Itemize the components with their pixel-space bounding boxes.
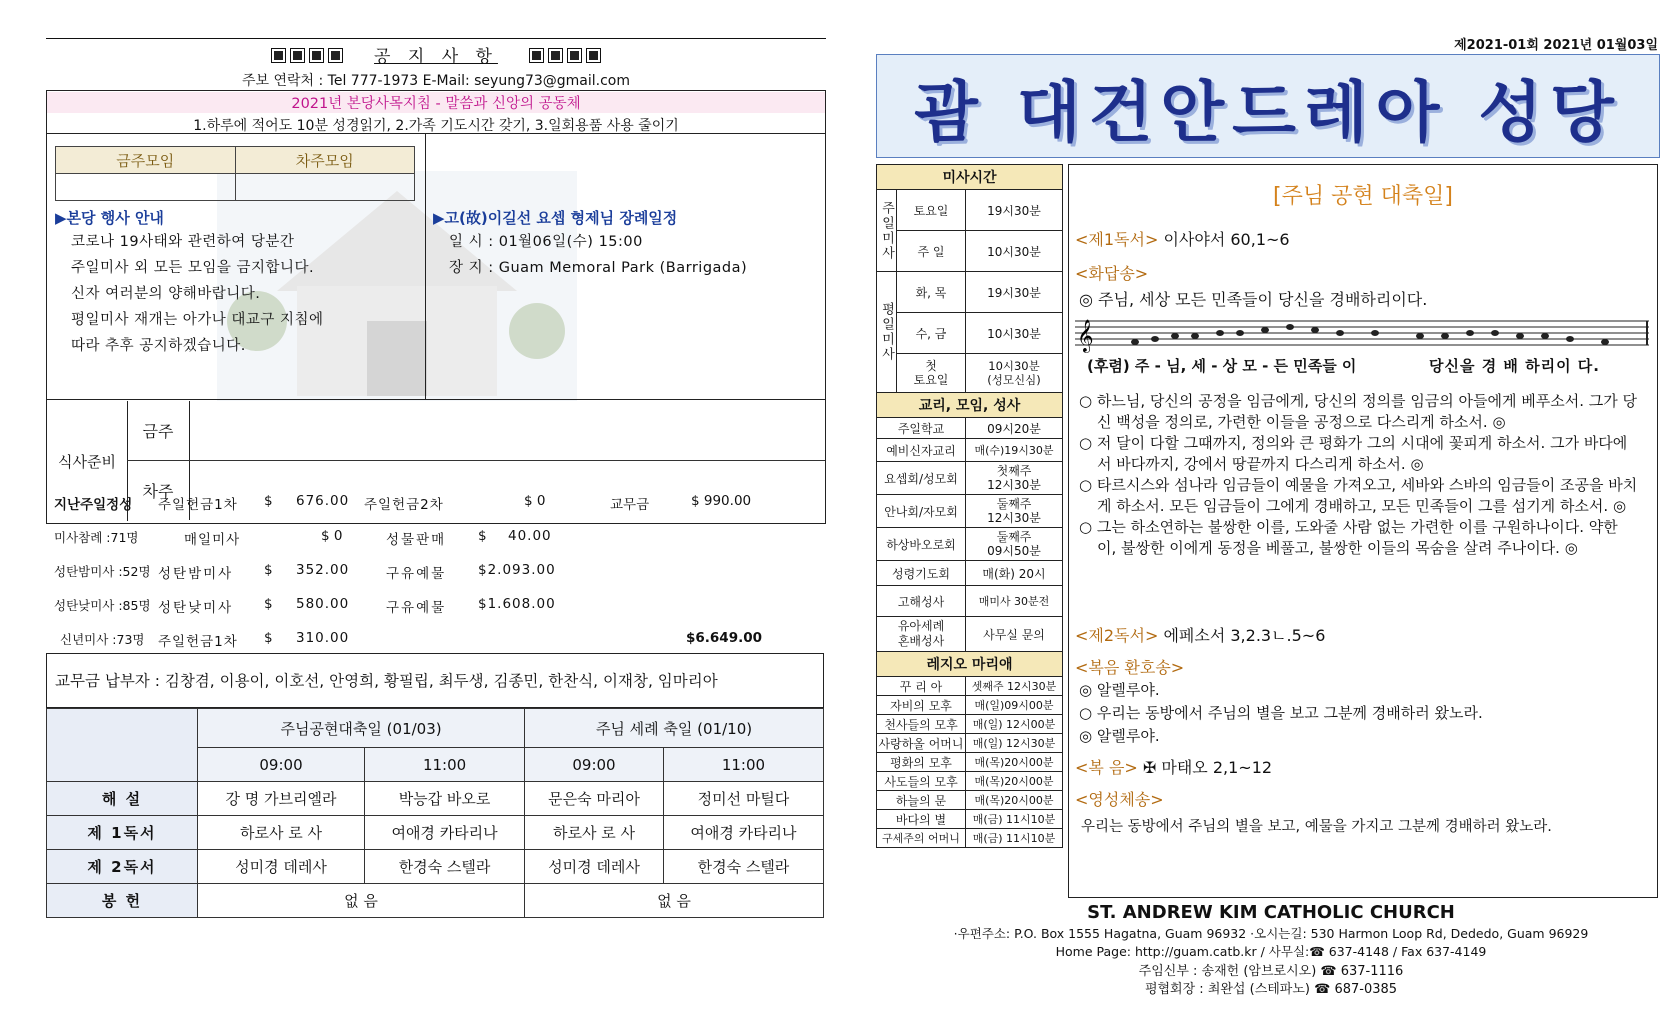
alleluia-repeat: ◎ 알렐루야. (1079, 727, 1160, 745)
psalm-label-text: <화답송> (1075, 264, 1149, 283)
currency: $ (478, 528, 487, 544)
offering-label: 구유예물 (386, 566, 447, 582)
notice-box (46, 90, 826, 524)
feast-title: [주님 공현 대축일] (1273, 184, 1453, 209)
events-line: 평일미사 재개는 아가나 대교구 지침에 (71, 312, 324, 328)
group-time: 09시20분 (966, 418, 1063, 439)
schedule-time: 19시30분 (966, 272, 1063, 313)
mass2-header: 주님 세례 축일 (01/10) (525, 709, 824, 748)
offering-value: 310.00 (296, 630, 350, 646)
liturgy-panel (1068, 164, 1658, 898)
duty-row-label: 제 1독서 (47, 816, 198, 850)
legio-time: 매(금) 11시10분 (966, 829, 1063, 848)
group-name: 요셉회/성모회 (877, 462, 966, 495)
schedule-day: 수, 금 (897, 313, 966, 354)
offering-label: 주일헌금1차 (158, 497, 238, 513)
gospel (1075, 755, 1272, 778)
offering-value: 352.00 (296, 562, 350, 578)
second-reading-label: <제2독서> (1075, 626, 1159, 645)
music-staff (1075, 315, 1649, 355)
duty-cell: 문은숙 마리아 (525, 782, 664, 816)
schedule-day: 토요일 (897, 190, 966, 231)
first-reading (1075, 227, 1290, 250)
psalm-verses (1079, 391, 1639, 559)
funeral-heading: ▶고(故)이길선 요셉 형제님 장례일정 (433, 209, 678, 227)
duty-row-label: 제 2독서 (47, 850, 198, 884)
legio-time: 매(목)20시00분 (966, 772, 1063, 791)
currency: $ (264, 562, 273, 578)
divider (425, 133, 426, 399)
duty-cell: 한경숙 스텔라 (663, 850, 823, 884)
duty-cell: 하로사 로 사 (198, 816, 365, 850)
funeral-text (449, 229, 747, 281)
offering-value: $ 0 (321, 528, 343, 544)
duty-cell: 박능갑 바오로 (365, 782, 525, 816)
sunday-mass-label: 주일미사 (877, 190, 897, 272)
group-name: 고해성사 (877, 586, 966, 617)
funeral-date: 일 시 : 01월06일(수) 15:00 (449, 234, 643, 250)
mass-time: 09:00 (198, 748, 365, 782)
schedule-day: 화, 목 (897, 272, 966, 313)
contact-web: Home Page: http://guam.catb.kr / 사무실:☎ 637-4148 / Fax 637-4149 (1055, 944, 1487, 959)
psalm-verse: ○ 저 달이 다할 그때까지, 정의와 큰 평화가 그의 시대에 꽃피게 하소서. 그가 바다에서 바다까지, 강에서 땅끝까지 다스리게 하소서. ◎ (1079, 434, 1628, 473)
legio-time: 매(금) 11시10분 (966, 810, 1063, 829)
communion-label (1075, 787, 1164, 810)
groups-header: 교리, 모임, 성사 (877, 393, 1063, 418)
offering-label: 구유예물 (386, 600, 447, 616)
offering-value: 40.00 (508, 528, 552, 544)
duty-row-label: 봉 헌 (47, 884, 198, 918)
group-time: 매(화) 20시 (966, 561, 1063, 586)
duty-row-label: 해 설 (47, 782, 198, 816)
attendance: 신년미사 :73명 (60, 632, 145, 647)
events-line: 코로나 19사태와 관련하여 당분간 (71, 234, 295, 250)
duty-cell: 한경숙 스텔라 (365, 850, 525, 884)
legio-name: 평화의 모후 (877, 753, 966, 772)
divider (47, 399, 825, 400)
alleluia-label-text: <복음 환호송> (1075, 658, 1185, 677)
psalm-response: ◎ 주님, 세상 모든 민족들이 당신을 경배하리이다. (1079, 290, 1428, 309)
liturgy-duty-table (46, 708, 824, 918)
attendance: 성탄밤미사 :52명 (54, 564, 151, 579)
pastoral-guideline (47, 91, 825, 134)
legio-header: 레지오 마리애 (877, 652, 1063, 677)
duty-corner (47, 709, 198, 782)
notice-page (46, 38, 826, 998)
offering-label: 매일미사 (184, 532, 241, 548)
schedule-table (876, 164, 1063, 848)
gospel-ref: ✠ 마태오 2,1~12 (1142, 758, 1273, 777)
bulletin-page (876, 30, 1666, 1000)
offering-value: $1.608.00 (478, 596, 556, 612)
legio-time: 매(일)09시00분 (966, 696, 1063, 715)
next-week-meeting-cell (235, 174, 415, 201)
schedule-day: 첫 토요일 (897, 354, 966, 393)
second-reading-ref: 에페소서 3,2.3ㄴ.5~6 (1163, 626, 1326, 645)
legio-name: 구세주의 어머니 (877, 829, 966, 848)
psalm-label (1075, 261, 1148, 284)
group-name: 주일학교 (877, 418, 966, 439)
offering-value: 676.00 (296, 493, 350, 509)
top-rule (46, 38, 826, 39)
offering-title: 지난주일정성 (54, 497, 133, 513)
meeting-table (55, 146, 415, 201)
duty-cell: 없 음 (525, 884, 824, 918)
mass-time: 09:00 (525, 748, 664, 782)
offering-value: 580.00 (296, 596, 350, 612)
council-president: 평협회장 : 최완섭 (스테파노) ☎ 687-0385 (1144, 982, 1398, 997)
schedule-time: 10시30분 (성모신심) (966, 354, 1063, 393)
events-line: 따라 추후 공지하겠습니다. (71, 338, 246, 354)
duty-cell: 정미선 마틸다 (663, 782, 823, 816)
group-name: 성령기도회 (877, 561, 966, 586)
events-line: 주일미사 외 모든 모임을 금지합니다. (71, 260, 315, 276)
events-heading: ▶본당 행사 안내 (55, 209, 164, 227)
legio-time: 매(목)20시00분 (966, 753, 1063, 772)
church-banner (876, 54, 1660, 158)
duty-cell: 성미경 데레사 (525, 850, 664, 884)
this-week-meeting-header: 금주모임 (56, 147, 236, 174)
mass-time: 11:00 (663, 748, 823, 782)
schedule-time: 19시30분 (966, 190, 1063, 231)
pastoral-items: 1.하루에 적어도 10분 성경읽기, 2.가족 기도시간 갖기, 3.일회용품 사용 줄이기 (193, 118, 679, 134)
funeral-place: 장 지 : Guam Memoral Park (Barrigada) (449, 260, 748, 276)
psalm-lyric-b: 당신을 경 배 하리이 다. (1429, 357, 1600, 375)
legio-time: 셋째주 12시30분 (966, 677, 1063, 696)
offering-label: 성물판매 (386, 532, 447, 548)
duty-cell: 없 음 (198, 884, 525, 918)
pastoral-title: 2021년 본당사목지침 - 말씀과 신앙의 공동체 (47, 92, 825, 113)
meal-next-week-label: 차주 (127, 461, 190, 520)
communion-label-text: <영성체송> (1075, 790, 1164, 809)
schedule-time: 10시30분 (966, 313, 1063, 354)
currency: $ (264, 596, 273, 612)
attendance: 성탄낮미사 :85명 (54, 598, 151, 613)
first-reading-label: <제1독서> (1075, 230, 1159, 249)
psalm-lyric-a: (후렴) 주 - 님, 세 - 상 모 - 든 민족들 이 (1087, 357, 1357, 375)
schedule-day: 주 일 (897, 231, 966, 272)
legio-time: 매(일) 12시30분 (966, 734, 1063, 753)
offering-label: 주일헌금1차 (158, 634, 238, 650)
offering-total: $6.649.00 (686, 630, 763, 646)
tithe-givers: 교무금 납부자 : 김창겸, 이용이, 이호선, 안영희, 황필립, 최두생, 김종민, 한찬식, 이재창, 임마리아 (46, 653, 824, 708)
church-name: 괌 대건안드레아 성당 (914, 73, 1622, 151)
group-time: 매(수)19시30분 (966, 439, 1063, 462)
weekday-mass-label: 평일미사 (877, 272, 897, 393)
alleluia-verse: ○ 우리는 동방에서 주님의 별을 보고 그분께 경배하러 왔노라. (1079, 704, 1483, 722)
psalm-verse: ○ 그는 하소연하는 불쌍한 이를, 도와줄 사람 없는 가련한 이를 구원하나이다. 약한 이, 불쌍한 이에게 동정을 베풀고, 불쌍한 이들의 목숨을 살려 주나이다. ◎ (1079, 518, 1618, 557)
meal-this-week-label: 금주 (127, 401, 190, 460)
legio-name: 자비의 모후 (877, 696, 966, 715)
communion-antiphon: 우리는 동방에서 주님의 별을 보고, 예물을 가지고 그분께 경배하러 왔노라. (1081, 819, 1552, 835)
offering-label: 교무금 (610, 497, 650, 513)
contact-line: 주보 연락처 : Tel 777-1973 E-Mail: seyung73@gmail.com (241, 73, 631, 89)
group-time: 매미사 30분전 (966, 586, 1063, 617)
alleluia-label (1075, 655, 1184, 678)
meal-this-week-row (127, 401, 825, 461)
group-time: 둘째주 12시30분 (966, 495, 1063, 528)
schedule-time: 10시30분 (966, 231, 1063, 272)
legio-name: 하늘의 문 (877, 791, 966, 810)
second-reading (1075, 623, 1325, 646)
svg-text:𝄞: 𝄞 (1077, 319, 1094, 352)
meal-prep-label: 식사준비 (47, 401, 128, 521)
mass-time: 11:00 (365, 748, 525, 782)
church-english-name: ST. ANDREW KIM CATHOLIC CHURCH (1087, 902, 1455, 923)
duty-cell: 하로사 로 사 (525, 816, 664, 850)
group-name: 유아세례 혼배성사 (877, 617, 966, 652)
legio-name: 꾸 리 아 (877, 677, 966, 696)
group-name: 안나회/자모회 (877, 495, 966, 528)
next-week-meeting-header: 차주모임 (235, 147, 415, 174)
attendance: 미사참례 :71명 (54, 530, 139, 545)
psalm-verse: ○ 타르시스와 섬나라 임금들이 예물을 가져오고, 세바와 스바의 임금들이 조공을 바치게 하소서. 모든 임금들이 그에게 경배하고, 모든 민족들이 그를 섬기게 하소서. ◎ (1079, 476, 1638, 515)
address: ·우편주소: P.O. Box 1555 Hagatna, Guam 96932 ·오시는길: 530 Harmon Loop Rd, Dededo, Guam 96929 (953, 926, 1589, 941)
legio-time: 매(목)20시00분 (966, 791, 1063, 810)
first-reading-ref: 이사야서 60,1~6 (1163, 230, 1290, 249)
group-time: 첫째주 12시30분 (966, 462, 1063, 495)
group-name: 예비신자교리 (877, 439, 966, 462)
legio-time: 매(일) 12시00분 (966, 715, 1063, 734)
legio-name: 사도들의 모후 (877, 772, 966, 791)
offering-value: $ 0 (524, 493, 546, 509)
offering-label: 성탄낮미사 (158, 600, 234, 616)
group-time: 둘째주 09시50분 (966, 528, 1063, 561)
offering-value: $ 990.00 (691, 493, 752, 509)
currency: $ (264, 493, 273, 509)
offering-label: 주일헌금2차 (364, 497, 444, 513)
legio-name: 천사들의 모후 (877, 715, 966, 734)
duty-cell: 강 명 가브리엘라 (198, 782, 365, 816)
mass1-header: 주님공현대축일 (01/03) (198, 709, 525, 748)
offering-label: 성탄밤미사 (158, 566, 234, 582)
currency: $ (264, 630, 273, 646)
events-line: 신자 여러분의 양해바랍니다. (71, 286, 261, 302)
issue-number: 제2021-01회 2021년 01월03일 (1454, 38, 1658, 53)
legio-name: 사랑하올 어머니 (877, 734, 966, 753)
duty-cell: 성미경 데레사 (198, 850, 365, 884)
alleluia: ◎ 알렐루야. (1079, 681, 1160, 699)
group-name: 하상바오로회 (877, 528, 966, 561)
mass-time-header: 미사시간 (877, 165, 1063, 190)
duty-cell: 여애경 카타리나 (663, 816, 823, 850)
group-time: 사무실 문의 (966, 617, 1063, 652)
offering-value: $2.093.00 (478, 562, 556, 578)
legio-name: 바다의 별 (877, 810, 966, 829)
this-week-meeting-cell (56, 174, 236, 201)
events-text (71, 229, 324, 359)
pastor: 주임신부 : 송재헌 (암브로시오) ☎ 637-1116 (1138, 964, 1404, 979)
duty-cell: 여애경 카타리나 (365, 816, 525, 850)
psalm-verse: ○ 하느님, 당신의 공정을 임금에게, 당신의 정의를 임금의 아들에게 베푸소서. 그가 당신 백성을 정의로, 가련한 이들을 공정으로 다스리게 하소서. ◎ (1079, 392, 1638, 431)
notice-title: 공 지 사 항 (46, 42, 826, 67)
gospel-label: <복 음> (1075, 758, 1138, 777)
